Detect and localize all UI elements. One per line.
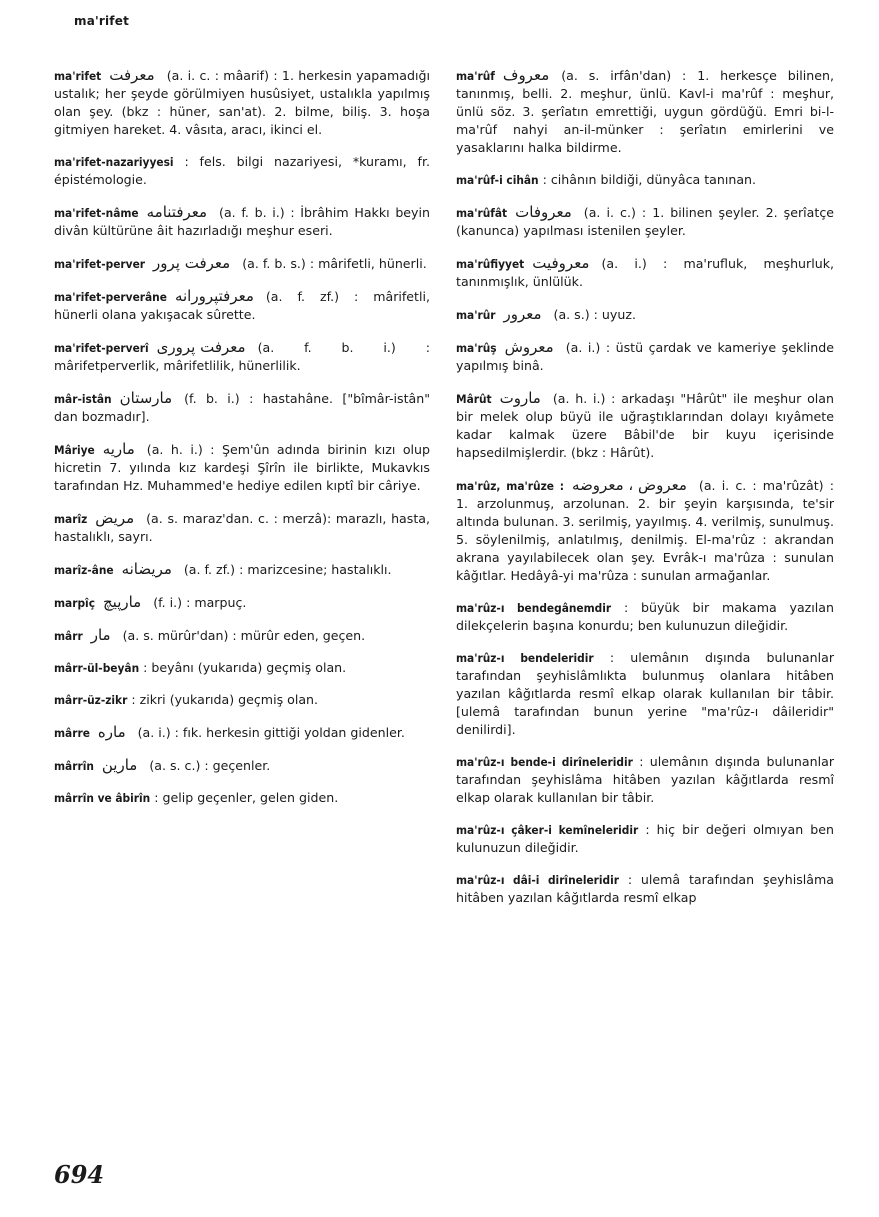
dictionary-entry <box>456 305 834 324</box>
entry-headword: ma'rûfiyyet <box>456 257 525 271</box>
dictionary-entry <box>54 66 430 139</box>
entry-headword: ma'rûz-ı çâker-i kemîneleridir <box>456 823 639 837</box>
entry-headword: Mârût <box>456 392 492 406</box>
entry-definition: : gelip geçenler, gelen giden. <box>154 790 339 805</box>
entry-definition: : ulemânın dışında bulunanlar tarafından şeyhislâma hitâben yazılan kâğıtlarda resmî elkap olarak kullanılan bir tâbir. <box>456 754 834 805</box>
entry-definition: : cihânın bildiği, dünyâca tanınan. <box>542 172 757 187</box>
entry-headword: ma'rûf <box>456 69 495 83</box>
entry-arabic-script: معرفت پرور <box>153 254 231 272</box>
entry-arabic-script: مارين <box>101 756 138 774</box>
entry-headword: ma'rifet-nâme <box>54 206 139 220</box>
dictionary-entry <box>54 659 430 677</box>
entry-arabic-script: ماريه <box>102 440 135 458</box>
dictionary-entry <box>456 66 834 157</box>
entry-headword: ma'rûz-ı bende-i dirîneleridir <box>456 755 633 769</box>
entry-headword: ma'rifet-perver <box>54 257 146 271</box>
entry-headword: mâr-istân <box>54 392 112 406</box>
entry-definition: (a. s. maraz'dan. c. : merzâ): marazlı, hasta, hastalıklı, sayrı. <box>54 511 430 544</box>
entry-arabic-script: معرفت پروری <box>156 338 246 356</box>
entry-arabic-script: معرفتپرورانه <box>174 287 254 305</box>
dictionary-entry <box>54 560 430 579</box>
entry-arabic-script: مار <box>90 626 111 644</box>
dictionary-entry <box>456 338 834 375</box>
entry-headword: ma'rûf-i cihân <box>456 173 539 187</box>
dictionary-entry <box>54 389 430 426</box>
entry-definition: (a. s.) : uyuz. <box>553 307 636 322</box>
dictionary-entry <box>456 821 834 857</box>
dictionary-entry <box>456 599 834 635</box>
entry-arabic-script: معرور <box>503 305 542 323</box>
entry-definition: : hiç bir değeri olmıyan ben kulunuzun dileğidir. <box>456 822 834 855</box>
entry-arabic-script: معروفيت <box>532 254 590 272</box>
entry-arabic-script: معرفت <box>109 66 155 84</box>
entry-definition: (a. s. irfân'dan) : 1. herkesçe bilinen, tanınmış, belli. 2. meşhur, ünlü. Kavl-i ma'rûf : meşhur, ünlü söz. 3. şerîatın emrettiği, uygun gördüğü. Emri bi-l-ma'rûf nahyi an-il-münker : şerîatın emirlerini ve yasaklarını halka bildirme. <box>456 68 834 155</box>
entry-definition: : beyânı (yukarıda) geçmiş olan. <box>143 660 347 675</box>
entry-definition: : büyük bir makama yazılan dilekçelerin başına konurdu; ben kulunuzun dileğidir. <box>456 600 834 633</box>
dictionary-entry <box>54 287 430 324</box>
dictionary-entry <box>54 338 430 375</box>
dictionary-entry <box>456 171 834 189</box>
entry-headword: ma'rûz-ı dâi-i dirîneleridir <box>456 873 619 887</box>
entry-headword: mârr-ül-beyân <box>54 661 140 675</box>
dictionary-entry <box>456 753 834 807</box>
entry-definition: (a. i. c.) : 1. bilinen şeyler. 2. şerîatçe (kanunca) yapılması istenilen şeyler. <box>456 205 834 238</box>
entry-definition: (a. i.) : üstü çardak ve kameriye şeklinde yapılmış binâ. <box>456 340 834 373</box>
dictionary-entry <box>54 626 430 645</box>
entry-definition: (a. s. mürûr'dan) : mürûr eden, geçen. <box>122 628 366 643</box>
dictionary-entry <box>456 871 834 907</box>
entry-headword: ma'rifet-perverâne <box>54 290 167 304</box>
entry-headword: mârre <box>54 726 90 740</box>
entry-definition: (a. i.) : ma'rufluk, meşhurluk, tanınmışlık, ünlülük. <box>456 256 834 289</box>
dictionary-entry <box>456 254 834 291</box>
dictionary-entry <box>54 691 430 709</box>
entry-headword: ma'rifet-perverî <box>54 341 149 355</box>
entry-definition: (a. i. c. : ma'rûzât) : 1. arzolunmuş, arzolunan. 2. bir şeyin karşısında, te'sir altında bulunan. 3. serilmiş, yayılmış. 4. verilmiş, sunulmuş. 5. söylenilmiş, anlatılmış, denilmiş. El-ma'rûz : akrandan akrana yayılabilecek olan şey. Evrâk-ı ma'rûza : sunulan kâğıtlar. Hedâyâ-yi ma'rûza : sunulan armağanlar. <box>456 478 834 583</box>
entry-definition: : ulemânın dışında bulunanlar tarafından şeyhislâmlıkta bulunmuş olanlara hitâben yazılan kâğıtlarda resmî elkap olarak kullanılan bir tâbir. [ulemâ tarafından bunun yerine "ma'rûz-ı dâileridir" denilirdi]. <box>456 650 834 737</box>
entry-arabic-script: معرفتنامه <box>146 203 208 221</box>
entry-definition: (f. i.) : marpuç. <box>153 595 247 610</box>
entry-headword: ma'rûr <box>456 308 496 322</box>
entry-definition: : ulemâ tarafından şeyhislâma hitâben yazılan kâğıtlarda resmî elkap <box>456 872 834 905</box>
entry-definition: (f. b. i.) : hastahâne. ["bîmâr-istân" dan bozmadır]. <box>54 391 430 424</box>
entry-definition: : fels. bilgi nazariyesi, *kuramı, fr. épistémologie. <box>54 154 430 187</box>
dictionary-entry <box>54 756 430 775</box>
entry-arabic-script: معروش <box>504 338 554 356</box>
entry-definition: (a. f. b. i.) : mârifetperverlik, mârifetlilik, hünerlilik. <box>54 340 430 373</box>
entry-headword: ma'rifet-nazariyyesi <box>54 155 174 169</box>
entry-arabic-script: معروف <box>502 66 550 84</box>
entry-definition: (a. h. i.) : arkadaşı "Hârût" ile meşhur olan bir melek olup büyü ile uğraştıklarından dolayı kıyâmete kadar kalmak üzere Bâbil'de bir kuyu içerisinde hapsedilmişlerdir. (bkz : Hârût). <box>456 391 834 460</box>
dictionary-entry <box>54 254 430 273</box>
entry-headword: ma'rûfât <box>456 206 508 220</box>
dictionary-entry <box>54 593 430 612</box>
entry-headword: mârrîn ve âbirîn <box>54 791 151 805</box>
entry-definition: (a. s. c.) : geçenler. <box>149 758 271 773</box>
entry-arabic-script: ماره <box>97 723 126 741</box>
entry-headword: marîz-âne <box>54 563 114 577</box>
dictionary-entry <box>456 476 834 585</box>
dictionary-entry <box>54 789 430 807</box>
entry-headword: mârrîn <box>54 759 94 773</box>
entry-headword: ma'rûz, ma'rûze : <box>456 479 565 493</box>
entry-headword: ma'rûş <box>456 341 497 355</box>
dictionary-entry <box>54 509 430 546</box>
page-number: 694 <box>54 1160 105 1189</box>
right-column <box>456 66 834 921</box>
entry-definition: (a. f. zf.) : mârifetli, hünerli olana yakışacak sûrette. <box>54 289 430 322</box>
entry-definition: (a. f. zf.) : marizcesine; hastalıklı. <box>183 562 392 577</box>
entry-arabic-script: ماروت <box>499 389 541 407</box>
entry-headword: marîz <box>54 512 88 526</box>
entry-definition: (a. i.) : fık. herkesin gittiği yoldan gidenler. <box>137 725 405 740</box>
dictionary-entry <box>54 440 430 495</box>
dictionary-entry <box>456 389 834 462</box>
entry-headword: marpîç <box>54 596 95 610</box>
entry-definition: (a. i. c. : mâarif) : 1. herkesin yapamadığı ustalık; her şeyde görülmiyen husûsiyet, ustalıkla yapılmış olan şey. (bkz : hüner, san'at). 2. bilme, biliş. 3. hoşa gitmiyen hareket. 4. vâsıta, aracı, ikinci el. <box>54 68 430 137</box>
entry-headword: mârr <box>54 629 83 643</box>
dictionary-entry <box>54 153 430 189</box>
entry-headword: ma'rûz-ı bendegânemdir <box>456 601 612 615</box>
entry-headword: ma'rûz-ı bendeleridir <box>456 651 594 665</box>
entry-headword: ma'rifet <box>54 69 102 83</box>
entry-arabic-script: مارپيچ <box>102 593 142 611</box>
entry-definition: (a. h. i.) : Şem'ûn adında birinin kızı olup hicretin 7. yılında kız kardeşi Şîrîn ile birlikte, Mukavkıs tarafından Hz. Muhammed'e hediye edilen kıptî bir câriye. <box>54 442 430 493</box>
entry-definition: : zikri (yukarıda) geçmiş olan. <box>131 692 319 707</box>
entry-headword: mârr-üz-zikr <box>54 693 128 707</box>
entry-definition: (a. f. b. s.) : mârifetli, hünerli. <box>242 256 427 271</box>
entry-headword: Mâriye <box>54 443 95 457</box>
dictionary-entry <box>54 203 430 240</box>
left-column <box>54 66 430 821</box>
running-head: ma'rifet <box>74 14 130 28</box>
dictionary-entry <box>54 723 430 742</box>
entry-definition: (a. f. b. i.) : İbrâhim Hakkı beyin divân kültürüne âit hazırladığı meşhur eseri. <box>54 205 430 238</box>
entry-arabic-script: معروض ، معروضه <box>572 476 687 494</box>
entry-arabic-script: معروفات <box>515 203 572 221</box>
entry-arabic-script: مارستان <box>119 389 173 407</box>
entry-arabic-script: مريضانه <box>121 560 172 578</box>
dictionary-entry <box>456 649 834 739</box>
dictionary-entry <box>456 203 834 240</box>
entry-arabic-script: مريض <box>95 509 135 527</box>
